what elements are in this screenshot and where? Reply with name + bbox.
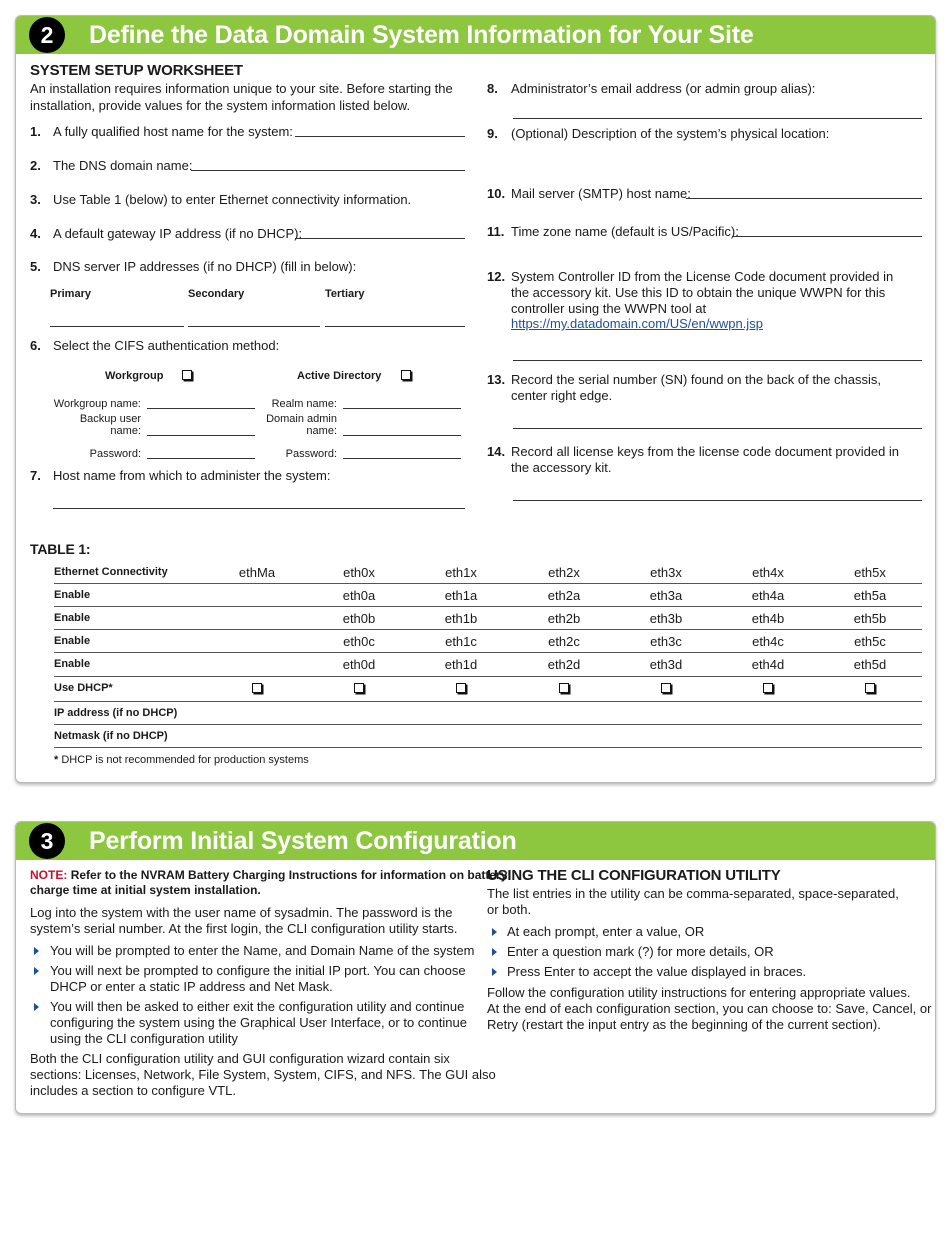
table-divider xyxy=(54,747,922,748)
host-name-field[interactable] xyxy=(295,136,465,137)
admin-email-field[interactable] xyxy=(513,118,922,119)
cli-follow-line-1: Follow the configuration utility instructions for entering appropriate values. xyxy=(487,985,911,1000)
table-footnote xyxy=(54,752,309,768)
dhcp-checkbox-eth3x[interactable] xyxy=(661,683,671,693)
table-cell: eth3b xyxy=(649,611,683,626)
section-2-number: 2 xyxy=(29,17,65,53)
active-directory-label: Active Directory xyxy=(297,370,382,382)
column-header: eth2x xyxy=(548,565,580,580)
note-text-1: Refer to the NVRAM Battery Charging Instructions for information on battery xyxy=(70,868,508,882)
item-12-line-1: System Controller ID from the License Code document provided in xyxy=(511,269,894,284)
closing-line-3: includes a section to configure VTL. xyxy=(30,1083,236,1098)
item-10-text: Mail server (SMTP) host name: xyxy=(511,186,691,201)
closing-line-1: Both the CLI configuration utility and GUI configuration wizard contain six xyxy=(30,1051,450,1066)
bullet-icon xyxy=(34,967,39,975)
table-cell: eth3a xyxy=(649,588,683,603)
table-cell: eth0c xyxy=(343,634,375,649)
footnote-mark: * xyxy=(54,754,59,766)
dhcp-checkbox-eth4x[interactable] xyxy=(763,683,773,693)
domain-admin-field[interactable] xyxy=(343,435,461,436)
item-12-line-3: controller using the WWPN tool at xyxy=(511,301,707,316)
section-2-header xyxy=(16,16,935,54)
dhcp-checkbox-eth0x[interactable] xyxy=(354,683,364,693)
table-cell: eth0d xyxy=(342,657,376,672)
column-header: eth0x xyxy=(343,565,375,580)
admin-host-field[interactable] xyxy=(53,508,465,509)
smtp-host-field[interactable] xyxy=(686,198,922,199)
column-header: eth4x xyxy=(752,565,784,580)
item-6-text: Select the CIFS authentication method: xyxy=(53,338,280,353)
domain-admin-label-2: name: xyxy=(306,425,337,437)
item-7-text: Host name from which to administer the system: xyxy=(53,468,331,483)
bullet-1-line-1: You will be prompted to enter the Name, and Domain Name of the system xyxy=(50,943,475,958)
item-11-text: Time zone name (default is US/Pacific): xyxy=(511,224,739,239)
bullet-icon xyxy=(34,947,39,955)
section-3-number: 3 xyxy=(29,823,65,859)
table-cell: eth0b xyxy=(342,611,376,626)
table-cell: eth4a xyxy=(751,588,785,603)
note-line-1 xyxy=(30,868,507,883)
dns-tertiary-field[interactable] xyxy=(325,326,465,327)
item-11-number: 11. xyxy=(487,224,505,239)
password-right-field[interactable] xyxy=(343,458,461,459)
backup-user-label-2: name: xyxy=(110,425,141,437)
table-divider xyxy=(54,652,922,653)
workgroup-checkbox[interactable] xyxy=(182,370,192,380)
dns-tertiary-label: Tertiary xyxy=(325,288,365,300)
dns-domain-field[interactable] xyxy=(191,170,465,171)
intro-line-2: installation, provide values for the system information listed below. xyxy=(30,98,411,113)
bullet-3-line-1: You will then be asked to either exit the configuration utility and continue xyxy=(50,999,465,1014)
dns-secondary-label: Secondary xyxy=(188,288,245,300)
table-cell: eth1a xyxy=(444,588,478,603)
backup-user-label-1: Backup user xyxy=(79,413,141,425)
dhcp-checkbox-ethMa[interactable] xyxy=(252,683,262,693)
worksheet-heading: SYSTEM SETUP WORKSHEET xyxy=(30,62,243,79)
enable-label: Enable xyxy=(54,635,91,647)
section-3-panel xyxy=(15,821,936,1114)
item-5-text: DNS server IP addresses (if no DHCP) (fill in below): xyxy=(53,259,357,274)
password-left-label: Password: xyxy=(89,448,141,460)
intro-line-1: An installation requires information unique to your site. Before starting the xyxy=(30,81,453,96)
item-13-line-1: Record the serial number (SN) found on the back of the chassis, xyxy=(511,372,881,387)
cli-follow-line-2: At the end of each configuration section, you can choose to: Save, Cancel, or xyxy=(487,1001,932,1016)
item-1-text: A fully qualified host name for the system: xyxy=(53,124,293,139)
table-cell: eth1c xyxy=(445,634,477,649)
item-3-text: Use Table 1 (below) to enter Ethernet connectivity information. xyxy=(53,192,412,207)
dhcp-checkbox-eth2x[interactable] xyxy=(559,683,569,693)
column-header: eth3x xyxy=(650,565,682,580)
login-line-2: system’s serial number. At the first login, the CLI configuration utility starts. xyxy=(30,921,458,936)
table-divider xyxy=(54,724,922,725)
column-header: ethMa xyxy=(238,565,276,580)
bullet-2-line-1: You will next be prompted to configure the initial IP port. You can choose xyxy=(50,963,466,978)
section-3-title: Perform Initial System Configuration xyxy=(89,827,517,855)
item-3-number: 3. xyxy=(30,192,41,207)
dhcp-checkbox-eth1x[interactable] xyxy=(456,683,466,693)
table-divider xyxy=(54,606,922,607)
bullet-3-line-3: using the CLI configuration utility xyxy=(50,1031,238,1046)
ip-address-label: IP address (if no DHCP) xyxy=(54,707,178,719)
item-13-line-2: center right edge. xyxy=(511,388,613,403)
table-divider xyxy=(54,629,922,630)
column-header: eth5x xyxy=(854,565,886,580)
table-cell: eth5b xyxy=(853,611,887,626)
section-3-header xyxy=(16,822,935,860)
note-label: NOTE: xyxy=(30,868,68,882)
item-5-number: 5. xyxy=(30,259,41,274)
table-cell: eth2a xyxy=(547,588,581,603)
netmask-label: Netmask (if no DHCP) xyxy=(54,730,168,742)
cli-bullet-3: Press Enter to accept the value displayed in braces. xyxy=(507,964,807,979)
dns-secondary-field[interactable] xyxy=(188,326,320,327)
table-cell: eth5a xyxy=(853,588,887,603)
table-cell: eth0a xyxy=(342,588,376,603)
cli-bullet-1: At each prompt, enter a value, OR xyxy=(507,924,705,939)
section-2-title: Define the Data Domain System Information for Your Site xyxy=(89,21,754,49)
table-divider xyxy=(54,676,922,677)
item-1-number: 1. xyxy=(30,124,41,139)
bullet-icon xyxy=(492,948,497,956)
note-text-2: charge time at initial system installation. xyxy=(30,883,261,897)
column-header: eth1x xyxy=(445,565,477,580)
item-7-number: 7. xyxy=(30,468,41,483)
use-dhcp-label: Use DHCP* xyxy=(54,682,113,694)
enable-label: Enable xyxy=(54,612,91,624)
table-1-title: TABLE 1: xyxy=(30,541,91,557)
dhcp-checkbox-eth5x[interactable] xyxy=(865,683,875,693)
bullet-icon xyxy=(492,928,497,936)
password-right-label: Password: xyxy=(285,448,337,460)
bullet-2-line-2: DHCP or enter a static IP address and Net Mask. xyxy=(50,979,333,994)
cli-follow-line-3: Retry (restart the input entry as the beginning of the current section). xyxy=(487,1017,881,1032)
login-line-1: Log into the system with the user name of sysadmin. The password is the xyxy=(30,905,453,920)
time-zone-field[interactable] xyxy=(732,236,922,237)
bullet-3-line-2: configuring the system using the Graphical User Interface, or to continue xyxy=(50,1015,467,1030)
item-4-number: 4. xyxy=(30,226,41,241)
item-4-text: A default gateway IP address (if no DHCP): xyxy=(53,226,303,241)
controller-id-field[interactable] xyxy=(513,360,922,361)
table-cell: eth2b xyxy=(547,611,581,626)
closing-line-2: sections: Licenses, Network, File System, System, CIFS, and NFS. The GUI also xyxy=(30,1067,496,1082)
table-cell: eth2d xyxy=(547,657,581,672)
item-9-text: (Optional) Description of the system’s physical location: xyxy=(511,126,830,141)
serial-number-field[interactable] xyxy=(513,428,922,429)
item-2-number: 2. xyxy=(30,158,41,173)
realm-name-field[interactable] xyxy=(343,408,461,409)
table-cell: eth5c xyxy=(854,634,886,649)
item-9-number: 9. xyxy=(487,126,498,141)
table-cell: eth4c xyxy=(752,634,784,649)
item-8-text: Administrator’s email address (or admin group alias): xyxy=(511,81,816,96)
cli-intro-line-1: The list entries in the utility can be comma-separated, space-separated, xyxy=(487,886,899,901)
item-2-text: The DNS domain name: xyxy=(53,158,193,173)
cli-heading: USING THE CLI CONFIGURATION UTILITY xyxy=(487,867,781,884)
item-13-number: 13. xyxy=(487,372,506,387)
bullet-icon xyxy=(34,1003,39,1011)
table-cell: eth3c xyxy=(650,634,682,649)
table-divider xyxy=(54,583,922,584)
item-10-number: 10. xyxy=(487,186,506,201)
workgroup-name-label: Workgroup name: xyxy=(53,398,141,410)
enable-label: Enable xyxy=(54,589,91,601)
gateway-field[interactable] xyxy=(295,238,465,239)
item-14-line-2: the accessory kit. xyxy=(511,460,612,475)
enable-label: Enable xyxy=(54,658,91,670)
wwpn-tool-link[interactable]: https://my.datadomain.com/US/en/wwpn.jsp xyxy=(511,316,763,331)
footnote-text: DHCP is not recommended for production systems xyxy=(61,754,309,766)
realm-name-label: Realm name: xyxy=(271,398,337,410)
table-cell: eth4d xyxy=(751,657,785,672)
cli-bullet-2: Enter a question mark (?) for more details, OR xyxy=(507,944,774,959)
table-cell: eth1b xyxy=(444,611,478,626)
table-cell: eth5d xyxy=(853,657,887,672)
domain-admin-label-1: Domain admin xyxy=(266,413,337,425)
table-cell: eth4b xyxy=(751,611,785,626)
section-2-panel xyxy=(15,15,936,783)
table-divider xyxy=(54,701,922,702)
item-12-number: 12. xyxy=(487,269,506,284)
license-keys-field[interactable] xyxy=(513,500,922,501)
item-8-number: 8. xyxy=(487,81,498,96)
dns-primary-label: Primary xyxy=(50,288,91,300)
bullet-icon xyxy=(492,968,497,976)
item-14-number: 14. xyxy=(487,444,506,459)
item-14-line-1: Record all license keys from the license code document provided in xyxy=(511,444,900,459)
cli-intro-line-2: or both. xyxy=(487,902,532,917)
table-cell: eth3d xyxy=(649,657,683,672)
item-12-line-2: the accessory kit. Use this ID to obtain the unique WWPN for this xyxy=(511,285,886,300)
table-cell: eth1d xyxy=(444,657,478,672)
workgroup-label: Workgroup xyxy=(105,370,164,382)
table-cell: eth2c xyxy=(548,634,580,649)
ethernet-connectivity-label: Ethernet Connectivity xyxy=(54,566,168,578)
dns-primary-field[interactable] xyxy=(50,326,184,327)
item-6-number: 6. xyxy=(30,338,41,353)
active-directory-checkbox[interactable] xyxy=(401,370,411,380)
